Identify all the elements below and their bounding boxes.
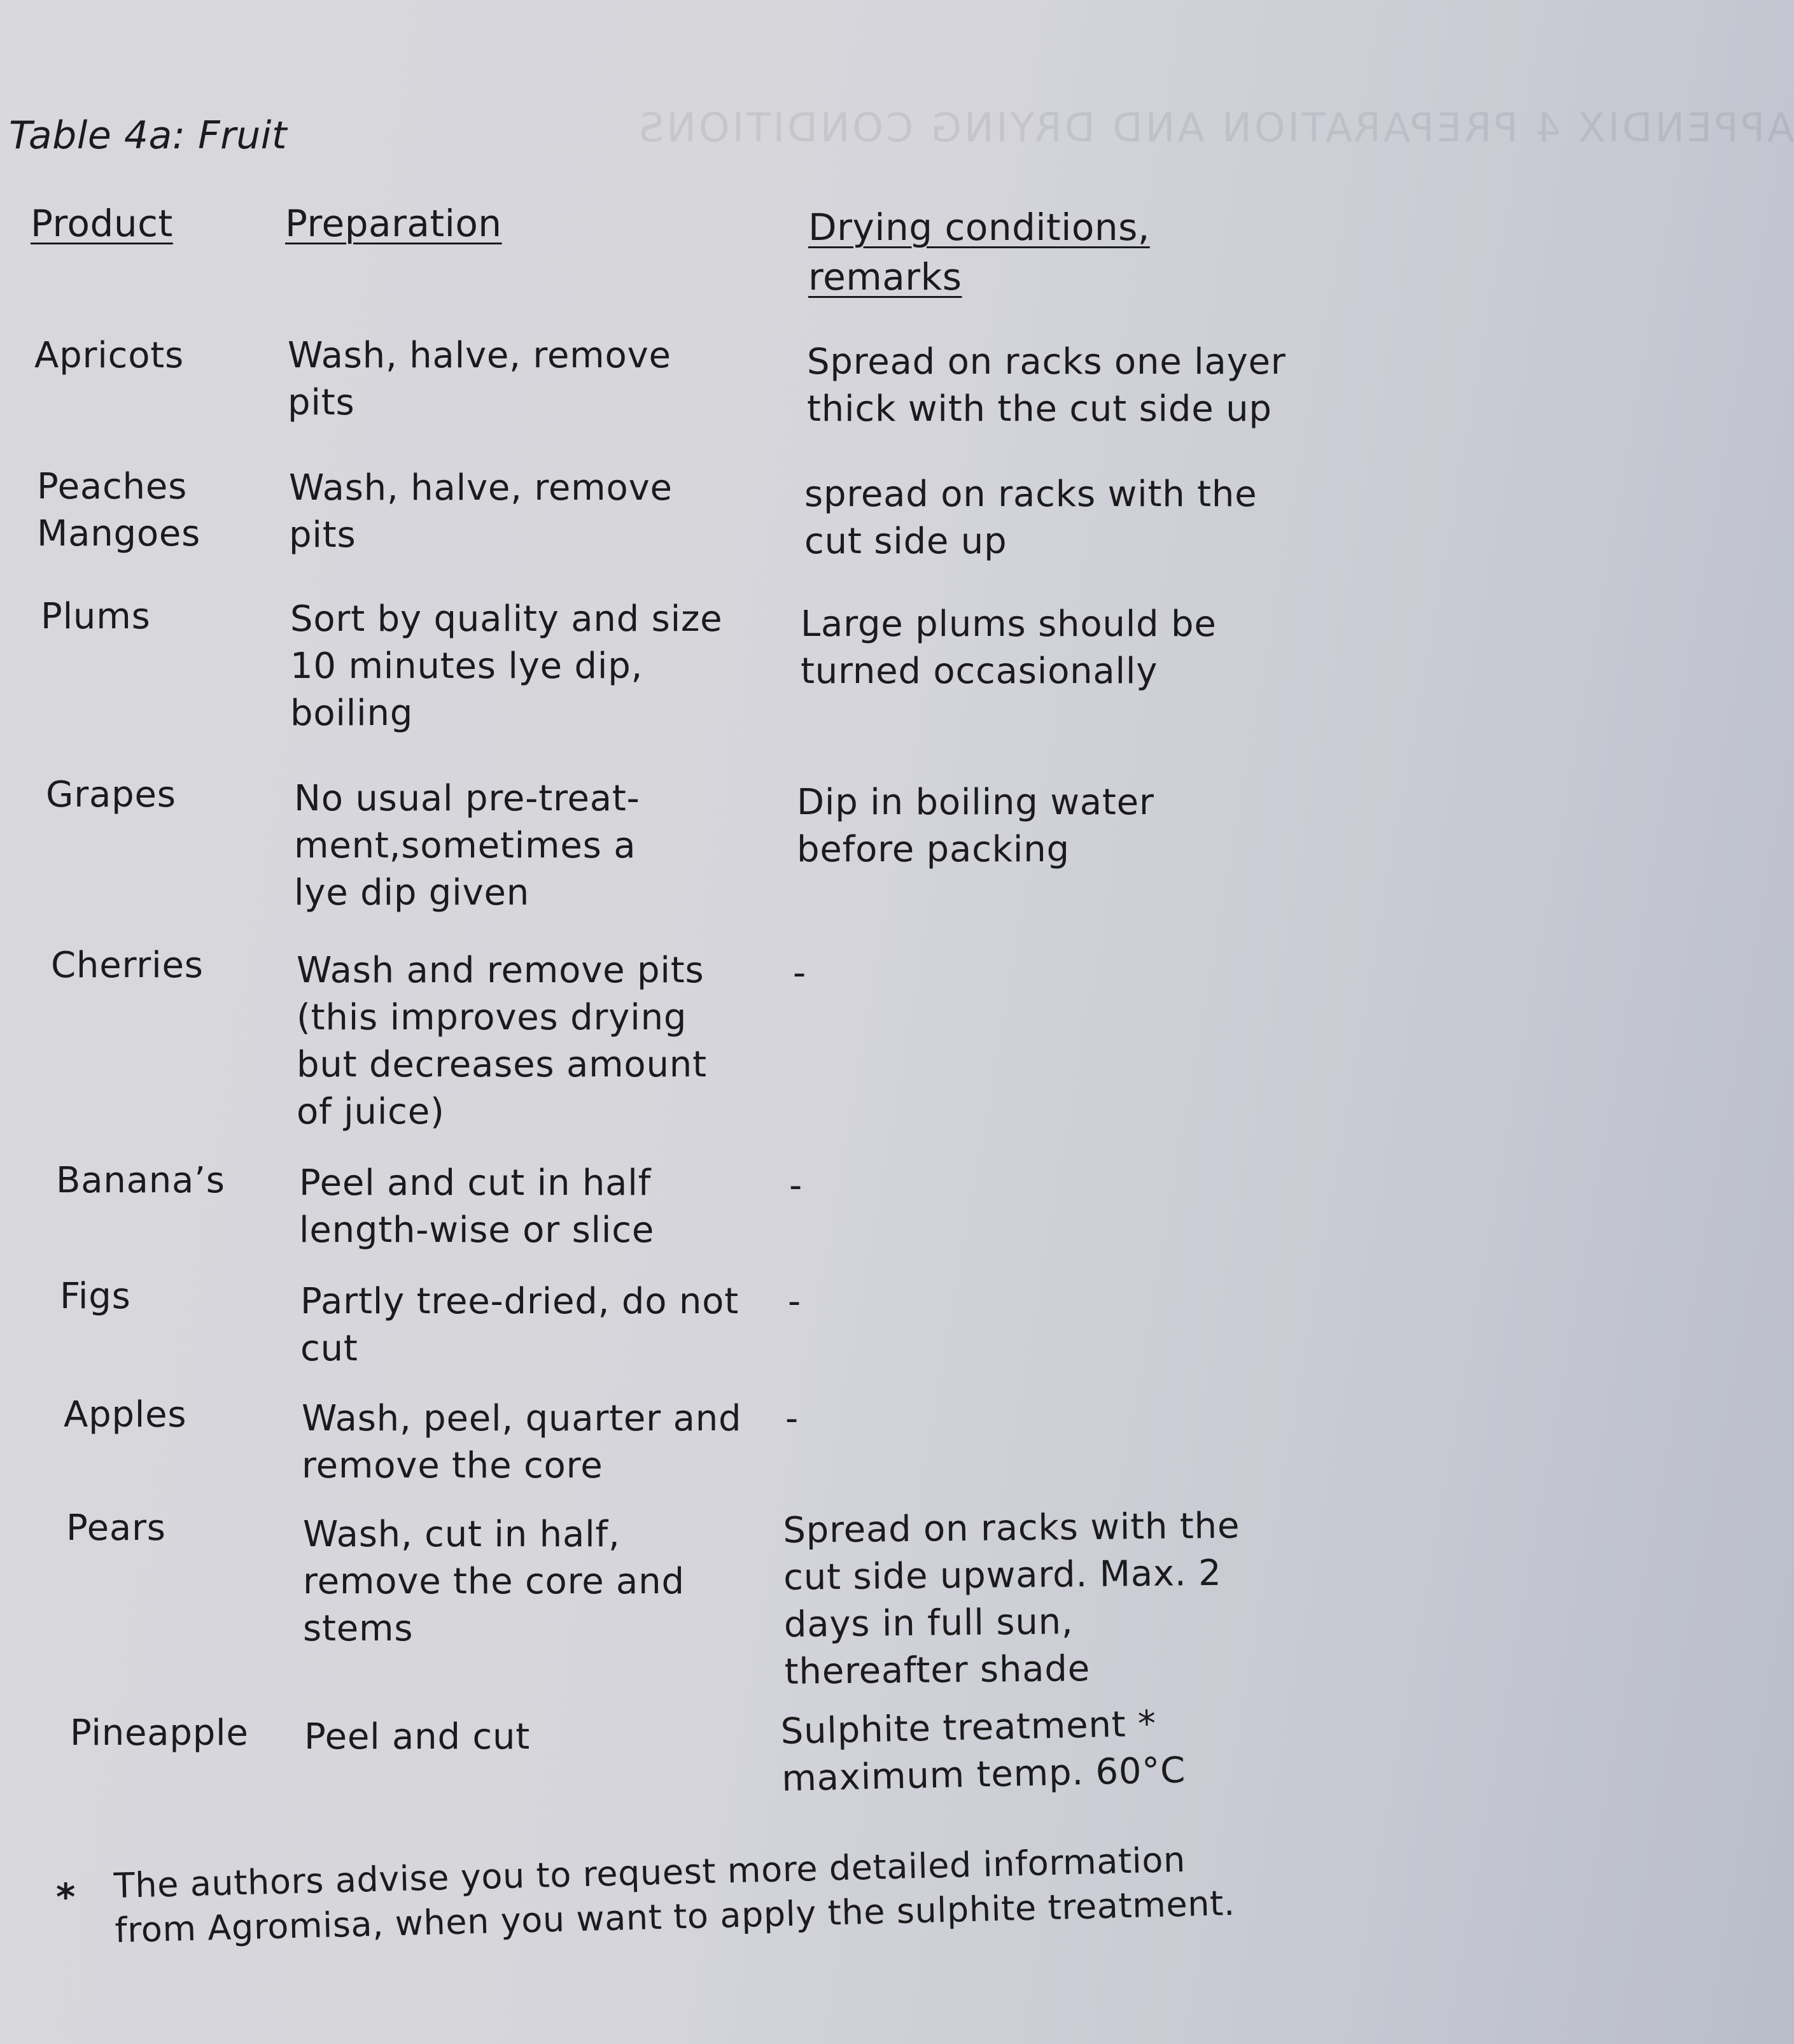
table-row-product: Pineapple xyxy=(70,1712,249,1754)
table-row-preparation: Partly tree-dried, do not cut xyxy=(300,1281,739,1369)
table-row-product: Cherries xyxy=(51,945,204,986)
table-row-product: Plums xyxy=(41,596,151,637)
footnote-text: The authors advise you to request more detailed information from Agromisa, when you want to apply the sulphite treatment. xyxy=(113,1839,1236,1950)
table-row-remarks: Dip in boiling water before packing xyxy=(797,782,1154,870)
bleed-through-heading: APPENDIX 4 PREPARATION AND DRYING CONDITIONS xyxy=(636,104,1794,151)
table-row-remarks: Spread on racks one layer thick with the cut side up xyxy=(807,341,1286,430)
table-row-preparation: Wash, cut in half, remove the core and stems xyxy=(303,1514,685,1649)
table-row-remarks: - xyxy=(789,1165,803,1206)
table-row-remarks: Sulphite treatment * maximum temp. 60°C xyxy=(780,1703,1186,1800)
table-row-remarks: Spread on racks with the cut side upward. Max. 2 days in full sun, thereafter shade xyxy=(783,1505,1240,1693)
table-row-preparation: Wash, halve, remove pits xyxy=(289,467,673,556)
table-title: Table 4a: Fruit xyxy=(9,113,287,158)
table-row-preparation: Wash, halve, remove pits xyxy=(288,335,671,423)
table-row-product: Peaches Mangoes xyxy=(37,466,201,554)
table-row-remarks: - xyxy=(788,1281,802,1322)
table-row-product: Apricots xyxy=(34,335,185,376)
footnote-asterisk: * xyxy=(56,1875,76,1919)
header-product: Product xyxy=(31,202,173,245)
table-row-product: Apples xyxy=(64,1394,187,1435)
table-row-preparation: No usual pre-treat-ment,sometimes a lye dip given xyxy=(294,778,640,913)
table-row-preparation: Peel and cut in half length-wise or slice xyxy=(299,1162,655,1251)
table-row-product: Pears xyxy=(66,1507,166,1549)
header-remarks: Drying conditions, remarks xyxy=(808,206,1150,299)
table-row-preparation: Peel and cut xyxy=(304,1716,531,1758)
table-row-remarks: spread on racks with the cut side up xyxy=(804,474,1258,562)
table-row-remarks: - xyxy=(785,1398,799,1439)
table-row-preparation: Wash and remove pits (this improves drying but decreases amount of juice) xyxy=(297,950,707,1132)
table-row-preparation: Wash, peel, quarter and remove the core xyxy=(302,1398,742,1486)
table-row-product: Grapes xyxy=(46,774,176,815)
table-row-remarks: - xyxy=(793,952,807,994)
header-preparation: Preparation xyxy=(285,202,502,245)
table-row-product: Banana’s xyxy=(56,1160,225,1201)
table-row-product: Figs xyxy=(60,1276,131,1317)
table-row-remarks: Large plums should be turned occasionally xyxy=(801,603,1217,692)
table-row-preparation: Sort by quality and size 10 minutes lye dip, boiling xyxy=(290,598,723,734)
